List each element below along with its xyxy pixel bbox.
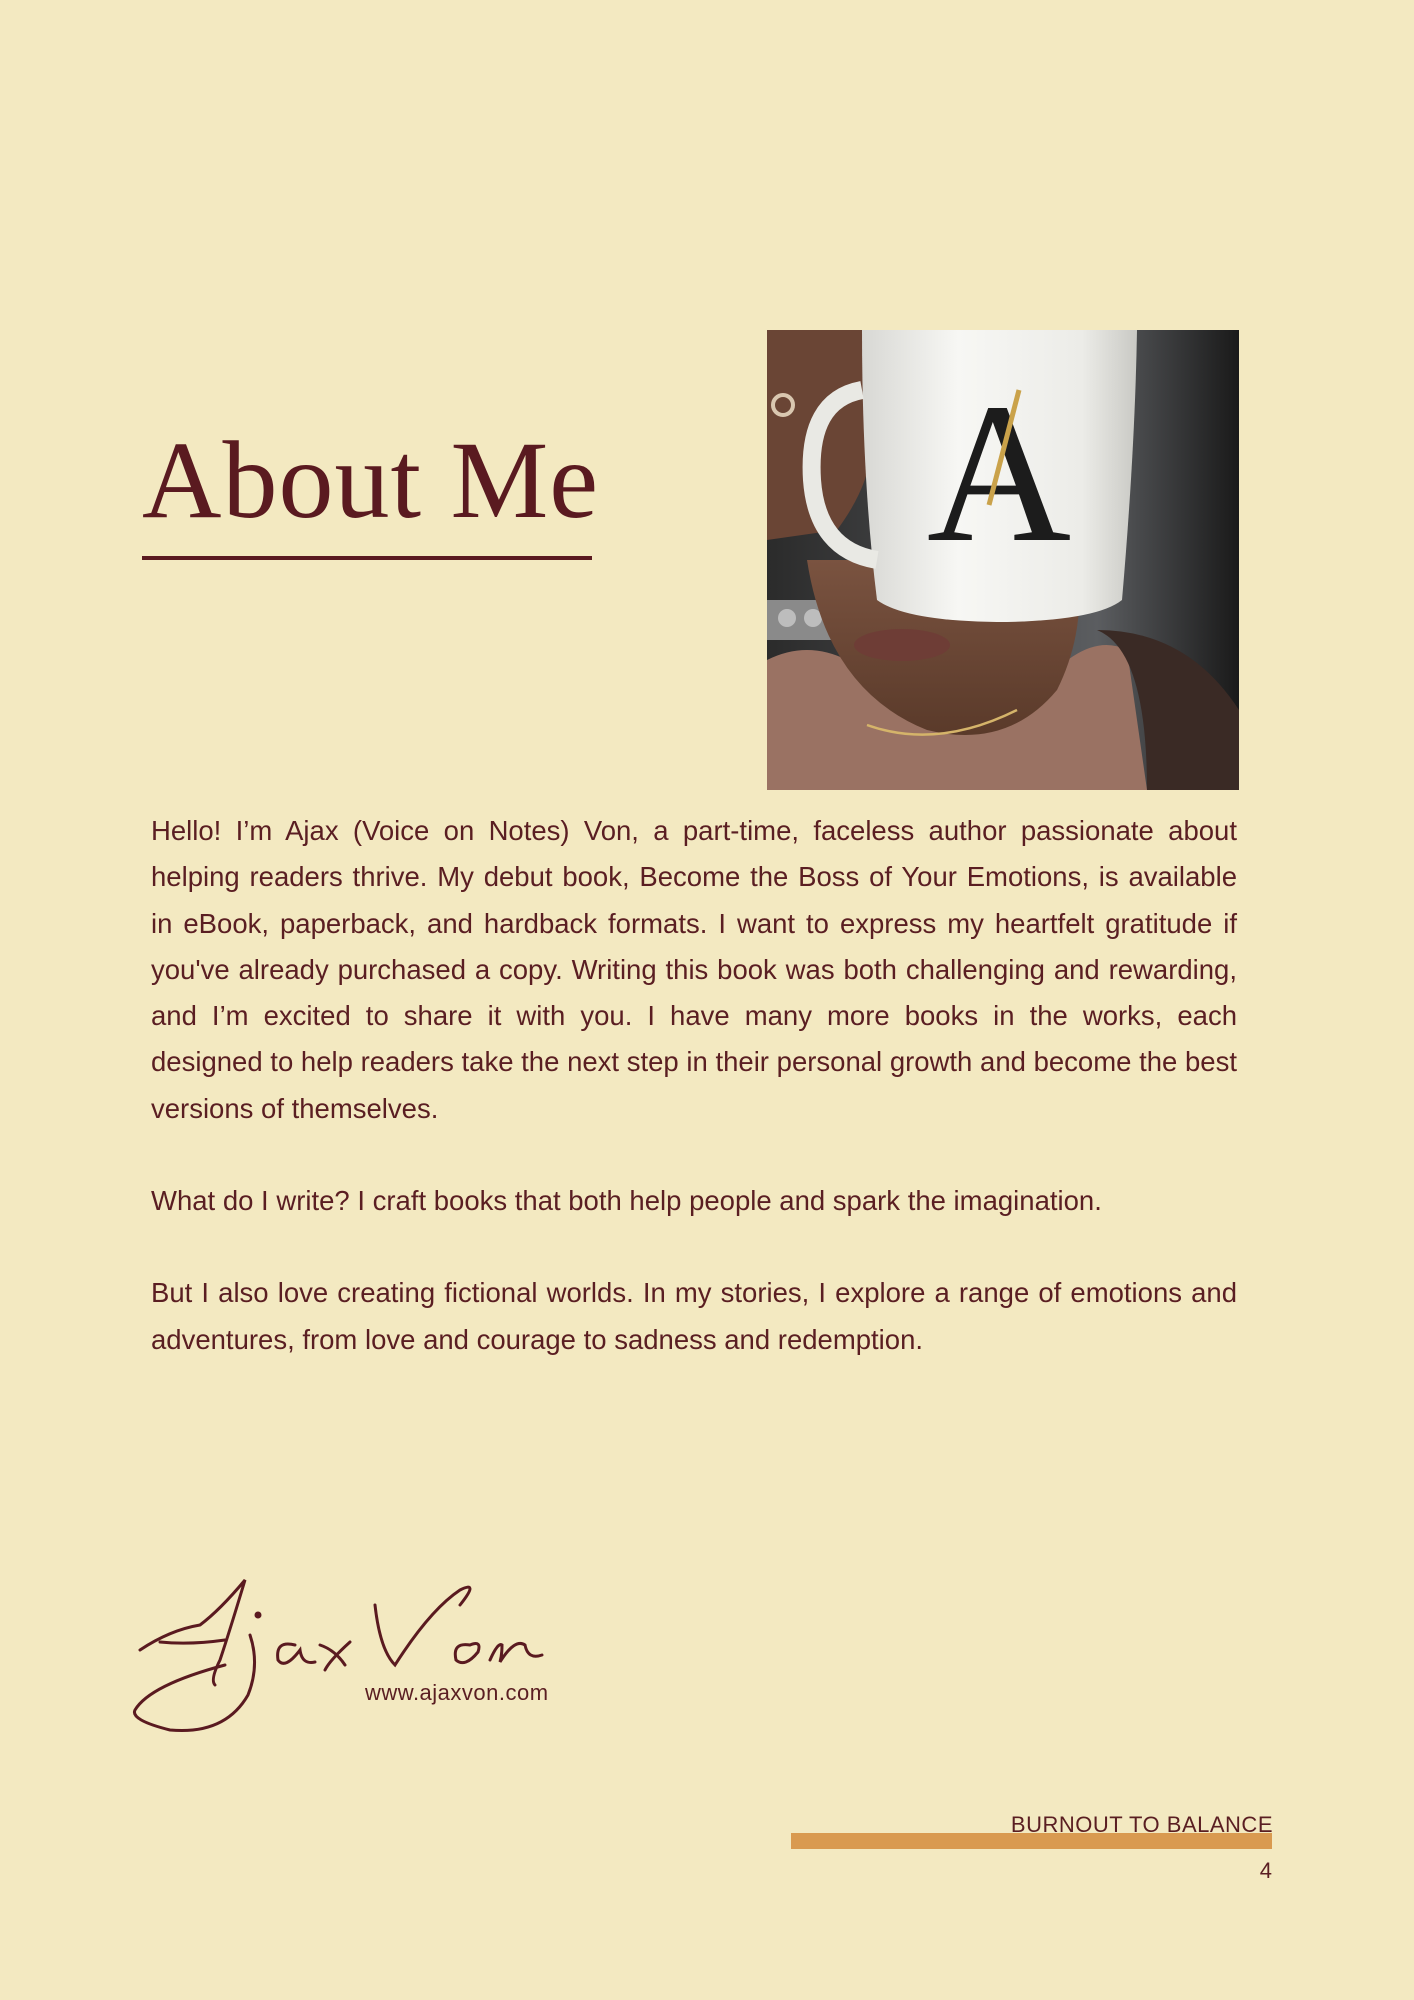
bio-text (151, 808, 1237, 1409)
bio-paragraph-1: Hello! I’m Ajax (Voice on Notes) Von, a part-time, faceless author passionate about helping readers thrive. My debut book, Become the Boss of Your Emotions, is available in eBook, paperback, and hardback formats. I want to express my heartfelt gratitude if you've already purchased a copy. Writing this book was both challenging and rewarding, and I’m excited to share it with you. I have many more books in the works, each designed to help readers take the next step in their personal growth and become the best versions of themselves. (151, 815, 1237, 1124)
title-underline (142, 556, 592, 560)
bio-paragraph-2: What do I write? I craft books that both help people and spark the imagination. (151, 1185, 1102, 1217)
author-photo (767, 330, 1239, 790)
footer-book-title: BURNOUT TO BALANCE (1010, 1812, 1273, 1837)
page-title: About Me (142, 419, 600, 541)
bio-paragraph-3: But I also love creating fictional worlds. In my stories, I explore a range of emotions and adventures, from love and courage to sadness and redemption. (151, 1277, 1237, 1355)
page-number: 4 (1259, 1858, 1272, 1883)
mug-letter: A (926, 363, 1072, 584)
author-signature (130, 1570, 590, 1740)
website-link[interactable]: www.ajaxvon.com (365, 1680, 549, 1705)
